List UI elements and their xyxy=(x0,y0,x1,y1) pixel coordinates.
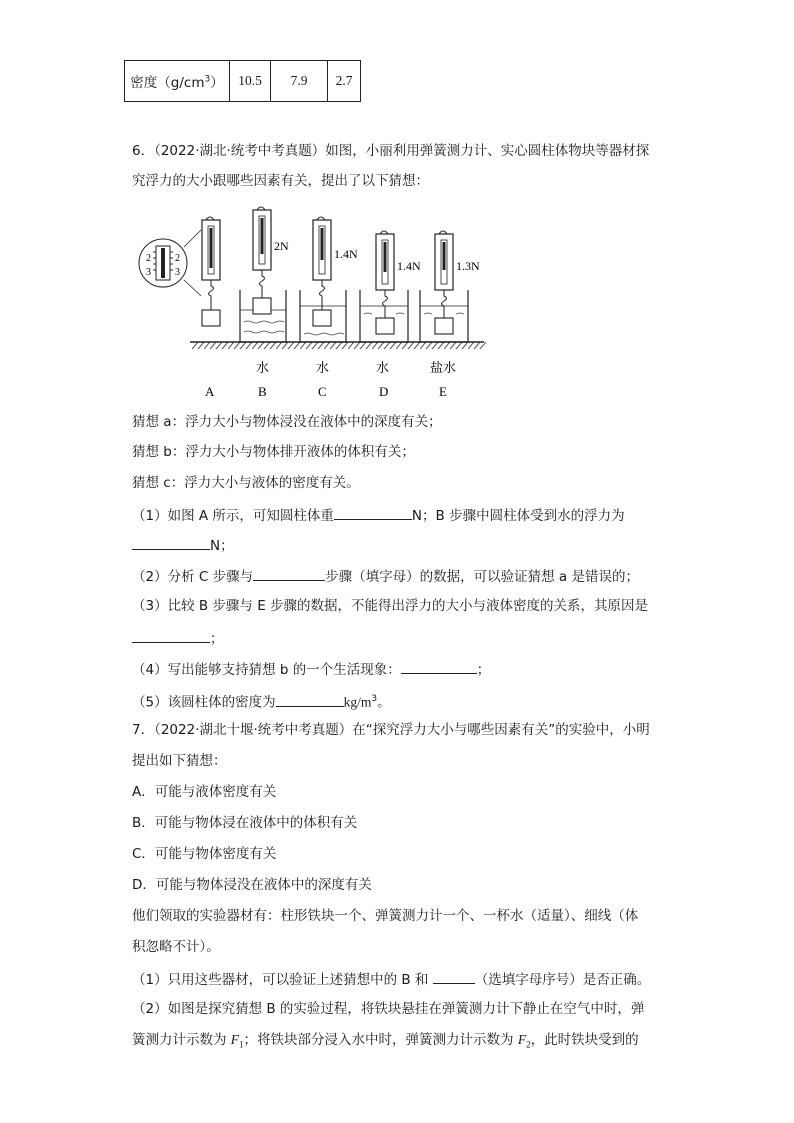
ground-hatch-line xyxy=(414,342,420,349)
guess-a: 猜想 a：浮力大小与物体浸没在液体中的深度有关； xyxy=(132,414,442,430)
q7-part-2-text-2: ；将铁块部分浸入水中时，弹簧测力计示数为 xyxy=(243,1032,518,1048)
ground-hatch-line xyxy=(474,342,480,349)
q6-part-3: （3）比较 B 步骤与 E 步骤的数据，不能得出浮力的大小与液体密度的关系，其原因是 xyxy=(132,598,649,614)
ground-hatch-line xyxy=(270,342,276,349)
answer-blank-density[interactable] xyxy=(276,692,344,707)
q7-part-2-line-1: （2）如图是探究猜想 B 的实验过程，将铁块悬挂在弹簧测力计下静止在空气中时，弹 xyxy=(132,1001,645,1017)
q7-intro-line-1: 7．（2022·湖北十堰·统考中考真题）在“探究浮力大小与哪些因素有关”的实验中，小明 xyxy=(132,722,650,738)
setup-b xyxy=(240,207,289,342)
q7-equipment-line-1: 他们领取的实验器材有：柱形铁块一个、弹簧测力计一个、一杯水（适量）、细线（体 xyxy=(132,908,639,924)
ground-hatch-line xyxy=(360,342,366,349)
q7-part-2-text-3: ，此时铁块受到的 xyxy=(530,1032,639,1048)
q7-part-2-line-2 xyxy=(132,1031,639,1054)
q6-part-4-text-2: ； xyxy=(476,662,491,678)
ground-hatch-line xyxy=(300,342,306,349)
magnified-scale xyxy=(139,230,201,296)
liquid-label-d: 水 xyxy=(376,361,390,376)
density-label: 密度（g/cm xyxy=(130,75,205,91)
letter-e: E xyxy=(439,384,447,399)
q7-option-a: A．可能与液体密度有关 xyxy=(132,784,277,800)
q6-part-5-text: （5）该圆柱体的密度为 xyxy=(132,694,276,711)
ground-hatch-line xyxy=(354,342,360,349)
q6-part-1 xyxy=(132,505,625,525)
force-f2: F xyxy=(517,1032,527,1047)
setup-e xyxy=(420,231,480,342)
liquid-label-b: 水 xyxy=(256,361,270,376)
density-label-end: ） xyxy=(210,75,224,91)
q7-part-1-text: （1）只用这些器材，可以验证上述猜想中的 B 和 xyxy=(132,972,429,988)
ground-hatch-line xyxy=(294,342,300,349)
guess-c: 猜想 c：浮力大小与液体的密度有关。 xyxy=(132,475,360,491)
ground-hatch-line xyxy=(336,342,342,349)
ground-hatch-line xyxy=(366,342,372,349)
answer-blank-phenomenon[interactable] xyxy=(401,659,477,674)
ground-hatch-line xyxy=(324,342,330,349)
ground-hatch-line xyxy=(462,342,468,349)
density-value-3: 2.7 xyxy=(328,61,361,102)
reading-e: 1.3N xyxy=(456,259,480,273)
ground-hatch-line xyxy=(450,342,456,349)
q6-part-2-text-2: 步骤（填字母）的数据，可以验证猜想 a 是错误的； xyxy=(325,569,639,585)
q7-part-1 xyxy=(132,969,650,989)
reading-c: 1.4N xyxy=(334,247,358,261)
ground-hatch-line xyxy=(348,342,354,349)
density-label-cell xyxy=(125,61,230,102)
answer-blank-guess[interactable] xyxy=(433,969,475,984)
scale-left-2: 2 xyxy=(146,253,151,264)
q7-equipment-line-2: 积忽略不计）。 xyxy=(132,939,220,955)
ground-hatch-line xyxy=(282,342,288,349)
q7-option-d: D．可能与物体浸没在液体中的深度有关 xyxy=(132,877,372,893)
q6-part-4-text: （4）写出能够支持猜想 b 的一个生活现象： xyxy=(132,662,401,678)
q7-part-1-text-2: （选填字母序号）是否正确。 xyxy=(474,972,651,988)
q6-part-5 xyxy=(132,690,391,712)
ground-hatch-line xyxy=(204,342,210,349)
liquid-label-c: 水 xyxy=(316,361,330,376)
answer-blank-reason[interactable] xyxy=(132,628,210,643)
q6-part-3-cont xyxy=(132,628,224,648)
q7-option-c: C．可能与物体密度有关 xyxy=(132,846,277,862)
guess-b: 猜想 b：浮力大小与物体排开液体的体积有关； xyxy=(132,444,415,460)
ground-hatch-line xyxy=(384,342,390,349)
setup-a xyxy=(202,217,220,326)
ground-hatch-line xyxy=(210,342,216,349)
ground-hatch-line xyxy=(444,342,450,349)
ground-hatch-line xyxy=(480,342,486,349)
q6-part-2 xyxy=(132,566,639,586)
spring-scale-figure xyxy=(138,200,490,400)
density-table xyxy=(124,60,361,102)
ground-hatch-line xyxy=(420,342,426,349)
scale-left-3: 3 xyxy=(146,267,151,278)
scale-right-2: 2 xyxy=(175,253,180,264)
ground-hatch-line xyxy=(264,342,270,349)
ground-hatch-line xyxy=(468,342,474,349)
answer-blank-step[interactable] xyxy=(253,566,325,581)
ground-hatch-line xyxy=(372,342,378,349)
q6-intro-line-1: 6．（2022·湖北·统考中考真题）如图，小丽利用弹簧测力计、实心圆柱体物块等器材探 xyxy=(132,143,650,159)
q6-part-1-text: （1）如图 A 所示，可知圆柱体重 xyxy=(132,508,334,524)
q6-part-1-text-3: N； xyxy=(210,538,234,554)
ground-hatch-line xyxy=(312,342,318,349)
ground-hatch-line xyxy=(396,342,402,349)
table-row xyxy=(125,61,361,102)
ground-hatch-line xyxy=(402,342,408,349)
ground-hatch-line xyxy=(240,342,246,349)
force-f1-sub: 1 xyxy=(239,1039,244,1050)
scale-right-3: 3 xyxy=(175,267,180,278)
density-value-1: 10.5 xyxy=(230,61,271,102)
ground-hatch-line xyxy=(192,342,198,349)
force-f2-sub: 2 xyxy=(526,1039,531,1050)
ground-hatch-line xyxy=(276,342,282,349)
reading-b: 2N xyxy=(274,239,289,253)
ground xyxy=(190,342,486,349)
q6-part-1-cont xyxy=(132,535,234,555)
setup-d xyxy=(360,231,421,342)
ground-hatch-line xyxy=(222,342,228,349)
q6-intro-line-2: 究浮力的大小跟哪些因素有关，提出了以下猜想： xyxy=(132,173,429,189)
density-value-2: 7.9 xyxy=(271,61,328,102)
force-f1: F xyxy=(230,1032,240,1047)
answer-blank-buoyancy[interactable] xyxy=(132,535,210,550)
ground-hatch-line xyxy=(408,342,414,349)
ground-hatch-line xyxy=(252,342,258,349)
q7-part-2-text: 簧测力计示数为 xyxy=(132,1032,231,1048)
answer-blank-weight[interactable] xyxy=(334,505,412,520)
q7-option-b: B．可能与物体浸在液体中的体积有关 xyxy=(132,815,358,831)
q6-part-1-text-2: N；B 步骤中圆柱体受到水的浮力为 xyxy=(411,508,625,524)
ground-hatch-line xyxy=(246,342,252,349)
ground-hatch-line xyxy=(432,342,438,349)
ground-hatch-line xyxy=(306,342,312,349)
q6-part-5-unit-sup: 3 xyxy=(371,694,378,704)
ground-hatch-line xyxy=(438,342,444,349)
density-label-sup: 3 xyxy=(204,74,211,85)
letter-d: D xyxy=(379,384,389,399)
q6-part-5-unit: kg/m xyxy=(343,694,372,710)
q6-part-4 xyxy=(132,659,490,679)
ground-hatch-line xyxy=(288,342,294,349)
ground-hatch-line xyxy=(234,342,240,349)
ground-hatch-line xyxy=(378,342,384,349)
ground-hatch-line xyxy=(216,342,222,349)
ground-hatch-line xyxy=(258,342,264,349)
q6-part-2-text: （2）分析 C 步骤与 xyxy=(132,569,254,585)
ground-hatch-line xyxy=(318,342,324,349)
letter-a: A xyxy=(205,384,215,399)
ground-hatch-line xyxy=(456,342,462,349)
letter-c: C xyxy=(318,384,327,399)
ground-hatch-line xyxy=(198,342,204,349)
ground-hatch-line xyxy=(330,342,336,349)
ground-hatch-line xyxy=(342,342,348,349)
ground-hatch-line xyxy=(228,342,234,349)
liquid-label-e: 盐水 xyxy=(430,361,457,376)
ground-hatch-line xyxy=(426,342,432,349)
letter-b: B xyxy=(258,384,267,399)
q7-intro-line-2: 提出如下猜想： xyxy=(132,753,227,769)
q6-part-5-text-3: 。 xyxy=(377,694,391,711)
ground-hatch-line xyxy=(390,342,396,349)
setup-c xyxy=(300,217,358,342)
reading-d: 1.4N xyxy=(397,259,421,273)
q6-part-3-text-2: ； xyxy=(210,631,224,647)
